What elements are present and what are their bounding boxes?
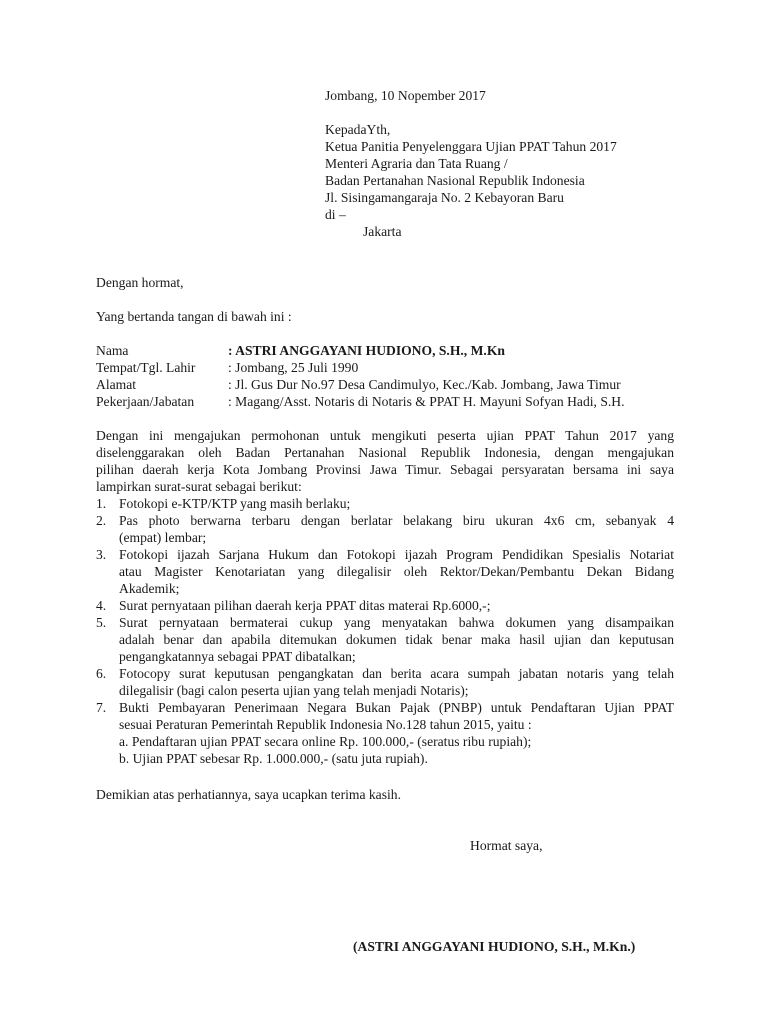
recipient-line: Jl. Sisingamangaraja No. 2 Kebayoran Baru: [325, 190, 564, 205]
list-number: 5.: [96, 615, 107, 630]
list-item-line: Bukti Pembayaran Penerimaan Negara Bukan Pajak (PNBP) untuk Pendaftaran Ujian PPAT: [119, 700, 674, 715]
list-item-line: dilegalisir (bagi calon peserta ujian yang telah menjadi Notaris);: [119, 683, 469, 698]
closing-line: Demikian atas perhatiannya, saya ucapkan terima kasih.: [96, 787, 401, 802]
list-number: 4.: [96, 598, 107, 613]
identity-label-nama: Nama: [96, 343, 129, 358]
identity-value-ttl: : Jombang, 25 Juli 1990: [228, 360, 359, 375]
identity-value-nama: : ASTRI ANGGAYANI HUDIONO, S.H., M.Kn: [228, 343, 505, 358]
recipient-line: Ketua Panitia Penyelenggara Ujian PPAT Tahun 2017: [325, 139, 617, 154]
list-number: 6.: [96, 666, 107, 681]
list-item-line: pengangkatannya sebagai PPAT dibatalkan;: [119, 649, 356, 664]
paragraph-line: pilihan daerah kerja Kota Jombang Provinsi Jawa Timur. Sebagai persyaratan bersama ini saya: [96, 462, 674, 477]
recipient-line: Badan Pertanahan Nasional Republik Indonesia: [325, 173, 585, 188]
paragraph-line: diselenggarakan oleh Badan Pertanahan Nasional Republik Indonesia, dengan mengajukan: [96, 445, 674, 460]
identity-value-alamat: : Jl. Gus Dur No.97 Desa Candimulyo, Kec./Kab. Jombang, Jawa Timur: [228, 377, 621, 392]
list-item-line: Surat pernyataan bermaterai cukup yang menyatakan bahwa dokumen yang disampaikan: [119, 615, 674, 630]
list-item-line: Surat pernyataan pilihan daerah kerja PPAT ditas materai Rp.6000,-;: [119, 598, 491, 613]
recipient-city: Jakarta: [363, 224, 402, 239]
salutation: Dengan hormat,: [96, 275, 184, 290]
list-item-line: adalah benar dan apabila ditemukan dokumen tidak benar maka hasil ujian dan keputusan: [119, 632, 674, 647]
list-item-line: Akademik;: [119, 581, 180, 596]
list-item-line: Fotokopi ijazah Sarjana Hukum dan Fotokopi ijazah Program Pendidikan Spesialis Notariat: [119, 547, 674, 562]
list-number: 2.: [96, 513, 107, 528]
sub-item-a: a. Pendaftaran ujian PPAT secara online Rp. 100.000,- (seratus ribu rupiah);: [119, 734, 532, 749]
sub-item-b: b. Ujian PPAT sebesar Rp. 1.000.000,- (satu juta rupiah).: [119, 751, 428, 766]
recipient-line: di –: [325, 207, 346, 222]
signature-name: (ASTRI ANGGAYANI HUDIONO, S.H., M.Kn.): [353, 939, 636, 954]
list-item-line: (empat) lembar;: [119, 530, 207, 545]
recipient-line: Menteri Agraria dan Tata Ruang /: [325, 156, 508, 171]
intro-line: Yang bertanda tangan di bawah ini :: [96, 309, 292, 324]
identity-label-pekerjaan: Pekerjaan/Jabatan: [96, 394, 195, 409]
identity-label-alamat: Alamat: [96, 377, 137, 392]
recipient-greeting: KepadaYth,: [325, 122, 391, 137]
sign-off: Hormat saya,: [470, 838, 543, 853]
paragraph-line: Dengan ini mengajukan permohonan untuk mengikuti peserta ujian PPAT Tahun 2017 yang: [96, 428, 674, 443]
list-number: 1.: [96, 496, 107, 511]
list-item-line: sesuai Peraturan Pemerintah Republik Indonesia No.128 tahun 2015, yaitu :: [119, 717, 532, 732]
identity-value-pekerjaan: : Magang/Asst. Notaris di Notaris & PPAT H. Mayuni Sofyan Hadi, S.H.: [228, 394, 625, 409]
list-number: 7.: [96, 700, 107, 715]
list-item-line: Pas photo berwarna terbaru dengan berlatar belakang biru ukuran 4x6 cm, sebanyak 4: [119, 513, 674, 528]
list-number: 3.: [96, 547, 107, 562]
paragraph-line: lampirkan surat-surat sebagai berikut:: [96, 479, 302, 494]
list-item-line: Fotocopy surat keputusan pengangkatan dan berita acara sumpah jabatan notaris yang telah: [119, 666, 674, 681]
list-item-line: Fotokopi e-KTP/KTP yang masih berlaku;: [119, 496, 351, 511]
list-item-line: atau Magister Kenotariatan yang dilegalisir oleh Rektor/Dekan/Pembantu Dekan Bidang: [119, 564, 674, 579]
identity-label-ttl: Tempat/Tgl. Lahir: [96, 360, 196, 375]
date-line: Jombang, 10 Nopember 2017: [325, 88, 486, 103]
